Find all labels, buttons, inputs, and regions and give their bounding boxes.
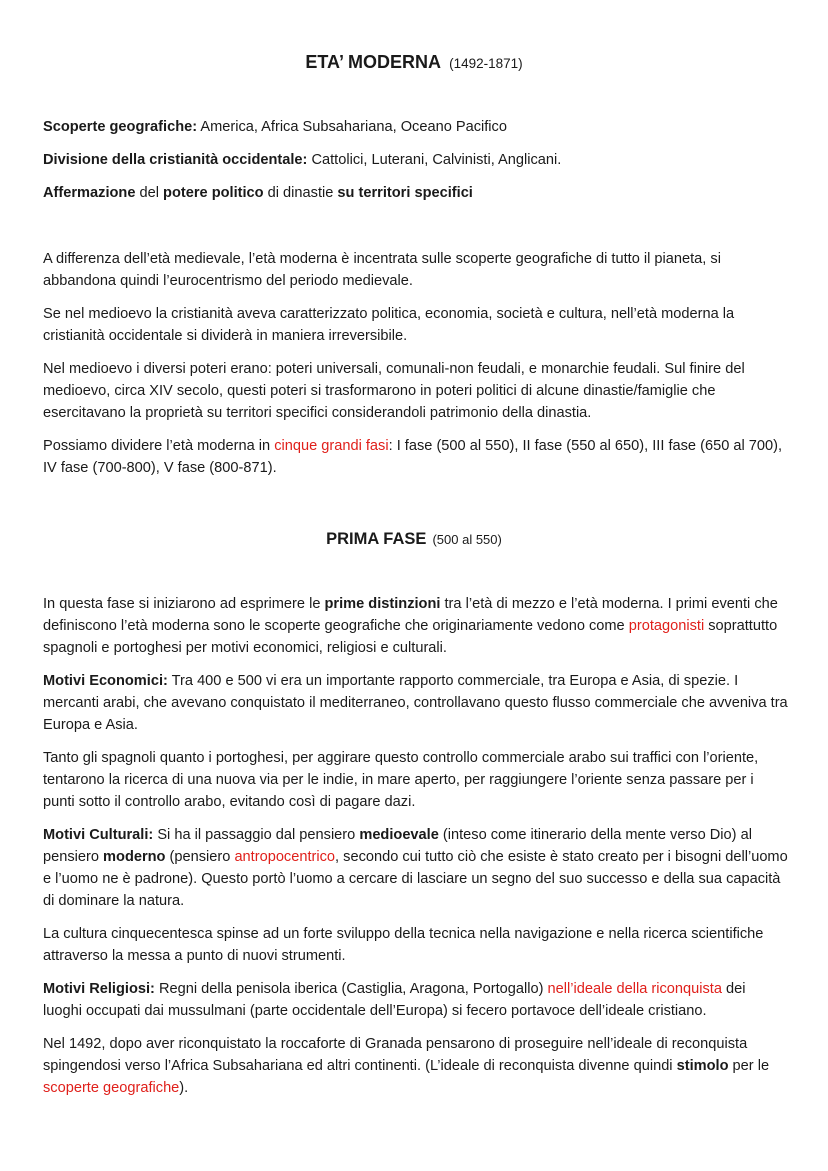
highlight-text: antropocentrico: [234, 849, 336, 865]
summary-line-divisione: [43, 149, 788, 171]
highlight-text: nell’ideale della riconquista: [547, 981, 722, 997]
intro-paragraph-fasi: [43, 435, 788, 479]
bold-text: medioevale: [359, 827, 439, 843]
title-dates: (1492-1871): [449, 56, 523, 71]
text: ).: [179, 1080, 189, 1096]
bold-text: moderno: [103, 849, 166, 865]
text: dei luoghi occupati dai mussulmani (parte occidentale dell’Europa) si fecero portavoce dell’ideale cristiano.: [43, 981, 746, 1019]
intro-paragraph: A differenza dell’età medievale, l’età moderna è incentrata sulle scoperte geografiche di tutto il pianeta, si abbandona quindi l’eurocentrismo del periodo medievale.: [43, 251, 721, 289]
text: tra l’età di mezzo e l’età moderna. I primi eventi che definiscono l’età moderna sono le scoperte geografiche che originariamente vedono come: [43, 596, 778, 634]
text: (pensiero: [165, 849, 235, 865]
text: Possiamo dividere l’età moderna in: [43, 438, 275, 454]
summary-text: Cattolici, Luterani, Calvinisti, Anglicani.: [307, 152, 562, 168]
section-title-dates: (500 al 550): [432, 532, 502, 547]
text: Nel 1492, dopo aver riconquistato la roccaforte di Granada pensarono di proseguire nell’ideale di reconquista spingendosi verso l’Africa Subsahariana ed altri continenti. (L’ideale di reconquista divenne quindi: [43, 1036, 748, 1074]
text: : I fase (500 al 550), II fase (550 al 650), III fase (650 al 700), IV fase (700-800), V fase (800-871).: [43, 438, 783, 476]
summary-text: del: [135, 185, 164, 201]
text: , secondo cui tutto ciò che esiste è stato creato per i bisogni dell’uomo e l’uomo ne è padrone). Questo portò l’uomo a cercare di lasciare un segno del suo successo e della sua capacità di dominare la natura.: [43, 849, 788, 909]
text: per le: [728, 1058, 770, 1074]
summary-text: di dinastie: [263, 185, 338, 201]
bold-text: prime distinzioni: [324, 596, 441, 612]
bold-text: stimolo: [676, 1058, 729, 1074]
text: Regni della penisola iberica (Castiglia, Aragona, Portogallo): [154, 981, 548, 997]
summary-bold: Affermazione: [43, 185, 136, 201]
highlight-text: scoperte geografiche: [43, 1080, 180, 1096]
section-title-main: PRIMA FASE: [326, 530, 427, 548]
motivi-religiosi-paragraph: [43, 978, 788, 1022]
page-title: [0, 48, 828, 75]
text: Si ha il passaggio dal pensiero: [153, 827, 360, 843]
section-title: [0, 526, 828, 551]
summary-label: Divisione della cristianità occidentale:: [43, 152, 308, 168]
highlight-text: protagonisti: [628, 618, 705, 634]
summary-bold: su territori specifici: [337, 185, 473, 201]
title-main: ETA’ MODERNA: [305, 52, 441, 72]
fase-paragraph: [43, 593, 788, 659]
highlight-text: cinque grandi fasi: [274, 438, 389, 454]
summary-block: [43, 116, 788, 215]
summary-line-affermazione: [43, 182, 788, 204]
text: Tra 400 e 500 vi era un importante rapporto commerciale, tra Europa e Asia, di spezie. I mercanti arabi, che avevano conquistato il mediterraneo, controllavano questo flusso commerciale che avveniva tra Europa e Asia.: [43, 673, 788, 733]
summary-bold: potere politico: [163, 185, 264, 201]
motivi-culturali-paragraph: [43, 824, 788, 912]
fase-paragraph: La cultura cinquecentesca spinse ad un forte sviluppo della tecnica nella navigazione e nella ricerca scientifiche attraverso la messa a punto di nuovi strumenti.: [43, 926, 764, 964]
summary-label: Scoperte geografiche:: [43, 119, 198, 135]
summary-text: America, Africa Subsahariana, Oceano Pacifico: [197, 119, 507, 135]
text: soprattutto spagnoli e portoghesi per motivi economici, religiosi e culturali.: [43, 618, 778, 656]
text: (inteso come itinerario della mente verso Dio) al pensiero: [43, 827, 752, 865]
fase-paragraph-1492: [43, 1033, 788, 1099]
intro-section: [43, 248, 788, 490]
bold-label: Motivi Religiosi:: [43, 981, 155, 997]
motivi-economici-paragraph: [43, 670, 788, 736]
text: In questa fase si iniziarono ad esprimere le: [43, 596, 325, 612]
bold-label: Motivi Economici:: [43, 673, 168, 689]
prima-fase-section: [43, 593, 788, 1110]
intro-paragraph: Nel medioevo i diversi poteri erano: poteri universali, comunali-non feudali, e monarchie feudali. Sul finire del medioevo, circa XIV secolo, questi poteri si trasformarono in poteri politici di alcune dinastie/famiglie che esercitavano la proprietà su territori specifici considerandoli patrimonio della dinastia.: [43, 361, 745, 421]
bold-label: Motivi Culturali:: [43, 827, 154, 843]
fase-paragraph: Tanto gli spagnoli quanto i portoghesi, per aggirare questo controllo commerciale arabo sui traffici con l’oriente, tentarono la ricerca di una nuova via per le indie, in mare aperto, per raggiungere l’oriente senza passare per i punti sotto il controllo arabo, evitando così di pagare dazi.: [43, 750, 759, 810]
summary-line-scoperte: [43, 116, 788, 138]
intro-paragraph: Se nel medioevo la cristianità aveva caratterizzato politica, economia, società e cultura, nell’età moderna la cristianità occidentale si dividerà in maniera irreversibile.: [43, 306, 735, 344]
